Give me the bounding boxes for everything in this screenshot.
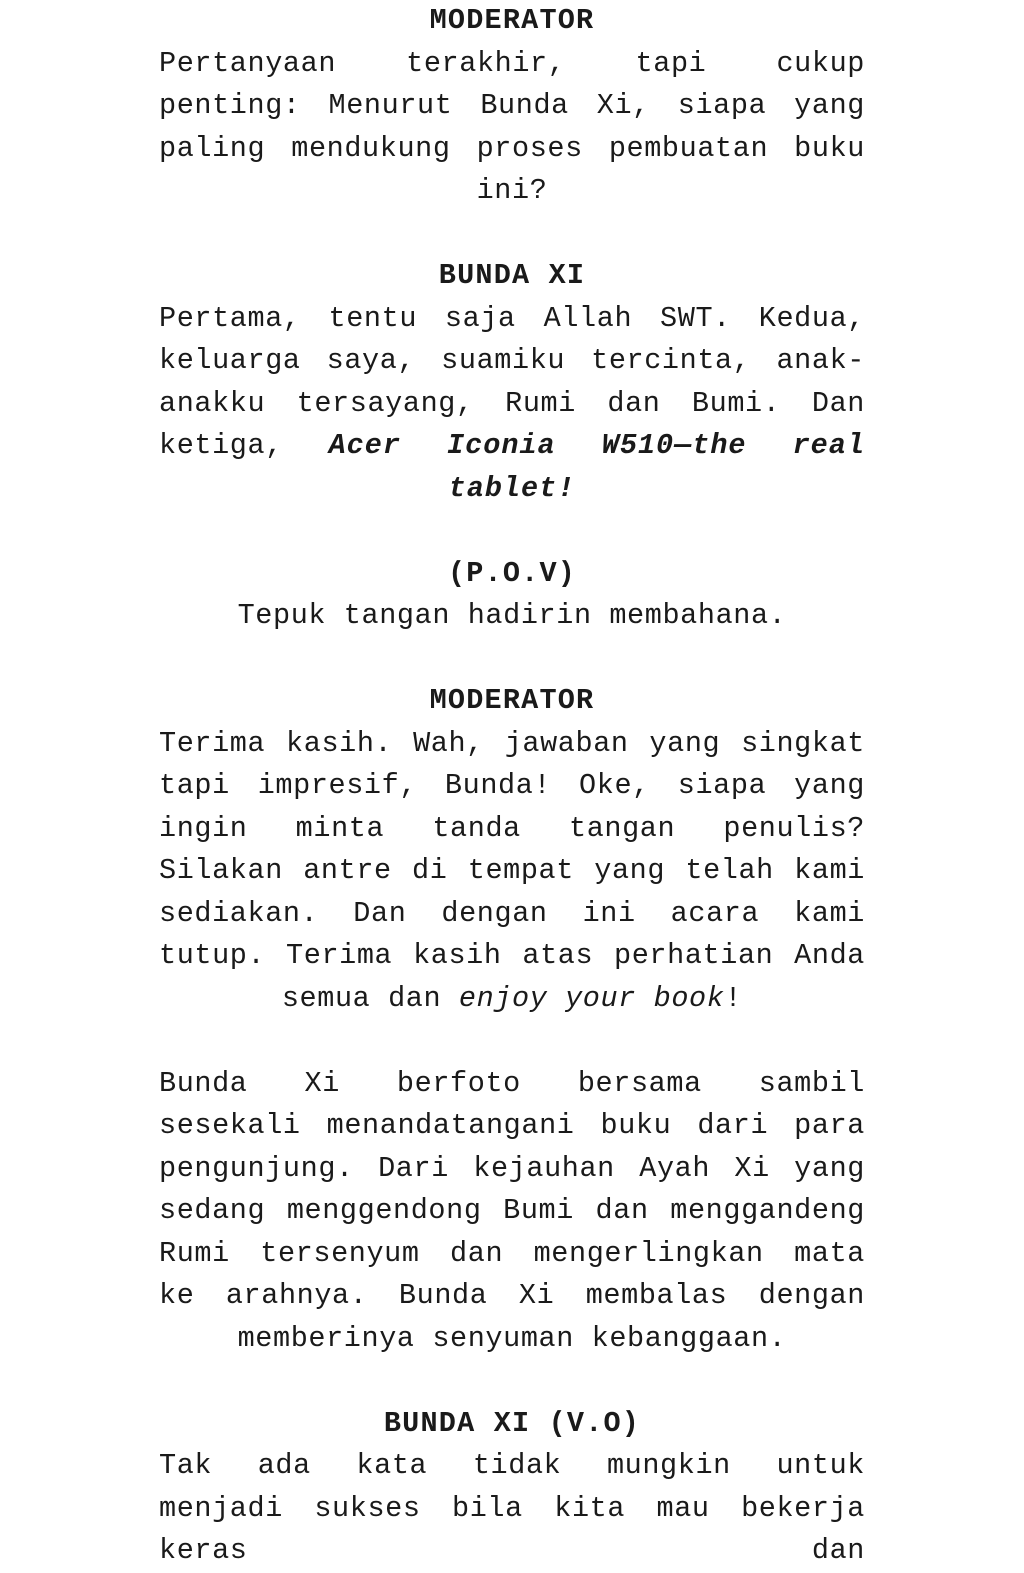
spacer [159, 213, 865, 256]
speaker-moderator: MODERATOR [429, 4, 595, 37]
spacer [159, 638, 865, 681]
spacer [159, 510, 865, 553]
spacer [159, 1360, 865, 1403]
closing-suffix: ! [724, 981, 743, 1015]
speaker-moderator-closing: MODERATOR [429, 684, 595, 717]
dialogue-answer-text: Pertama, tentu saja Allah SWT. Kedua, keluarga saya, suamiku tercinta, anak-anakku tersayang, Rumi dan Bumi. Dan ketiga, [159, 301, 865, 462]
italic-phrase: enjoy your book [458, 981, 725, 1015]
speaker-bunda-xi: BUNDA XI [438, 259, 586, 292]
dialogue-bunda-xi-answer [159, 298, 865, 511]
script-page [159, 0, 865, 1573]
product-emphasis: Acer Iconia W510—the real tablet! [328, 429, 865, 505]
action-photo-session: Bunda Xi berfoto bersama sambil sesekali menandatangani buku dari para pengunjung. Dari kejauhan Ayah Xi yang sedang menggendong Bumi dan menggandeng Rumi tersenyum dan mengerlingkan mata ke arahnya. Bunda Xi membalas dengan memberinya senyuman kebanggaan. [159, 1066, 865, 1355]
closing-text: Terima kasih. Wah, jawaban yang singkat tapi impresif, Bunda! Oke, siapa yang ingin minta tanda tangan penulis? Silakan antre di tempat yang telah kami sediakan. Dan dengan ini acara kami tutup. Terima kasih atas perhatian Anda semua dan [159, 726, 865, 1015]
speaker-pov: (P.O.V) [447, 556, 577, 590]
dialogue-moderator-closing [159, 723, 865, 1021]
speaker-bunda-xi-vo: BUNDA XI (V.O) [383, 1406, 641, 1440]
dialogue-bunda-xi-vo: Tak ada kata tidak mungkin untuk menjadi sukses bila kita mau bekerja keras dan [159, 1449, 865, 1567]
spacer [159, 1020, 865, 1063]
dialogue-moderator-question: Pertanyaan terakhir, tapi cukup penting: Menurut Bunda Xi, siapa yang paling mendukung proses pembuatan buku ini? [159, 46, 865, 207]
action-applause: Tepuk tangan hadirin membahana. [237, 599, 787, 632]
